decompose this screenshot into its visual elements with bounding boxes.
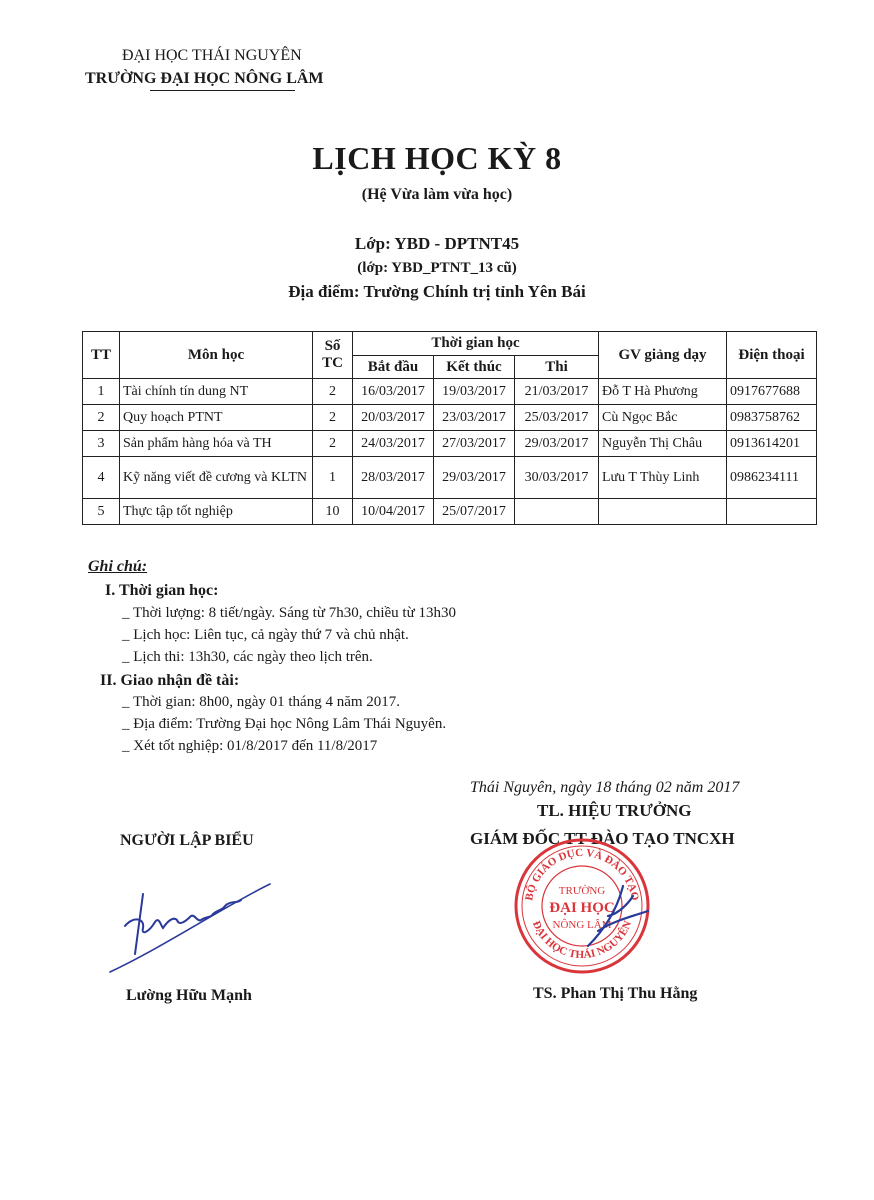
cell-exam: 21/03/2017 xyxy=(515,379,599,405)
header-start: Bắt đầu xyxy=(353,356,434,379)
signer-title-line2: GIÁM ĐỐC TT ĐÀO TẠO TNCXH xyxy=(470,829,735,848)
header-teacher: GV giảng dạy xyxy=(599,332,727,379)
seal-ring-top-text: BỘ GIÁO DỤC VÀ ĐÀO TẠO xyxy=(523,846,641,902)
table-row xyxy=(83,457,817,499)
cell-end: 23/03/2017 xyxy=(434,405,515,431)
cell-exam: 25/03/2017 xyxy=(515,405,599,431)
notes-item: _ Địa điểm: Trường Đại học Nông Lâm Thái Nguyên. xyxy=(122,716,447,732)
schedule-table xyxy=(82,331,817,525)
cell-phone: 0986234111 xyxy=(727,457,817,499)
preparer-label: NGƯỜI LẬP BIỂU xyxy=(120,832,254,849)
seal-center-text-2: ĐẠI HỌC xyxy=(549,900,615,916)
cell-tt: 4 xyxy=(83,457,120,499)
notes-item: _ Xét tốt nghiệp: 01/8/2017 đến 11/8/2017 xyxy=(122,738,378,754)
cell-tt: 1 xyxy=(83,379,120,405)
cell-exam xyxy=(515,499,599,525)
cell-credits: 10 xyxy=(313,499,353,525)
cell-tt: 5 xyxy=(83,499,120,525)
cell-exam: 30/03/2017 xyxy=(515,457,599,499)
cell-end: 25/07/2017 xyxy=(434,499,515,525)
header-underline xyxy=(150,90,295,91)
cell-credits: 2 xyxy=(313,405,353,431)
notes-item: _ Thời gian: 8h00, ngày 01 tháng 4 năm 2017. xyxy=(122,694,401,710)
location-line: Địa điểm: Trường Chính trị tỉnh Yên Bái xyxy=(288,282,586,301)
school-name: TRƯỜNG ĐẠI HỌC NÔNG LÂM xyxy=(85,70,324,87)
place-date: Thái Nguyên, ngày 18 tháng 02 năm 2017 xyxy=(470,779,740,796)
signer-name: TS. Phan Thị Thu Hằng xyxy=(533,985,698,1002)
notes-item: _ Lịch học: Liên tục, cả ngày thứ 7 và chủ nhật. xyxy=(122,627,409,643)
cell-phone xyxy=(727,499,817,525)
header-subject: Môn học xyxy=(120,332,313,379)
cell-exam: 29/03/2017 xyxy=(515,431,599,457)
cell-start: 16/03/2017 xyxy=(353,379,434,405)
cell-tt: 3 xyxy=(83,431,120,457)
header-tt: TT xyxy=(83,332,120,379)
header-exam: Thi xyxy=(515,356,599,379)
cell-teacher: Cù Ngọc Bắc xyxy=(599,405,727,431)
cell-end: 29/03/2017 xyxy=(434,457,515,499)
cell-start: 28/03/2017 xyxy=(353,457,434,499)
header-phone: Điện thoại xyxy=(727,332,817,379)
cell-teacher xyxy=(599,499,727,525)
cell-credits: 1 xyxy=(313,457,353,499)
cell-subject: Quy hoạch PTNT xyxy=(120,405,313,431)
cell-credits: 2 xyxy=(313,431,353,457)
notes-item: _ Thời lượng: 8 tiết/ngày. Sáng từ 7h30, chiều từ 13h30 xyxy=(122,605,456,621)
header-credits-line1: Số xyxy=(324,338,341,354)
cell-phone: 0917677688 xyxy=(727,379,817,405)
cell-phone: 0913614201 xyxy=(727,431,817,457)
cell-start: 20/03/2017 xyxy=(353,405,434,431)
notes-item: _ Lịch thi: 13h30, các ngày theo lịch trên. xyxy=(122,649,373,665)
cell-end: 19/03/2017 xyxy=(434,379,515,405)
document-subtitle: (Hệ Vừa làm vừa học) xyxy=(361,186,513,203)
seal-center-text-1: TRƯỜNG xyxy=(558,885,606,897)
header-time-group: Thời gian học xyxy=(353,332,599,356)
seal-ring-bottom-text: ĐẠI HỌC THÁI NGUYÊN xyxy=(529,919,635,962)
cell-phone: 0983758762 xyxy=(727,405,817,431)
notes-section2-title: II. Giao nhận đề tài: xyxy=(100,672,240,689)
cell-teacher: Nguyễn Thị Châu xyxy=(599,431,727,457)
cell-teacher: Đỗ T Hà Phương xyxy=(599,379,727,405)
table-row xyxy=(83,431,817,457)
seal-center-text-3: NÔNG LÂM xyxy=(552,919,612,931)
cell-start: 10/04/2017 xyxy=(353,499,434,525)
cell-teacher: Lưu T Thùy Linh xyxy=(599,457,727,499)
table-row xyxy=(83,405,817,431)
signer-title-line1: TL. HIỆU TRƯỞNG xyxy=(537,801,692,820)
table-row xyxy=(83,379,817,405)
old-class-line: (lớp: YBD_PTNT_13 cũ) xyxy=(357,260,517,276)
header-credits-line2: TC xyxy=(322,355,343,371)
cell-credits: 2 xyxy=(313,379,353,405)
organization-name: ĐẠI HỌC THÁI NGUYÊN xyxy=(122,47,302,64)
class-line: Lớp: YBD - DPTNT45 xyxy=(354,234,520,253)
table-row xyxy=(83,499,817,525)
notes-heading: Ghi chú: xyxy=(88,558,148,575)
header-end: Kết thúc xyxy=(434,356,515,379)
cell-subject: Sản phẩm hàng hóa và TH xyxy=(120,431,313,457)
preparer-signature xyxy=(105,876,275,976)
cell-end: 27/03/2017 xyxy=(434,431,515,457)
cell-subject: Kỹ năng viết đề cương và KLTN xyxy=(120,457,313,499)
document-title: LỊCH HỌC KỲ 8 xyxy=(312,140,562,176)
cell-tt: 2 xyxy=(83,405,120,431)
cell-start: 24/03/2017 xyxy=(353,431,434,457)
preparer-name: Lường Hữu Mạnh xyxy=(126,987,252,1004)
cell-subject: Tài chính tín dung NT xyxy=(120,379,313,405)
signer-signature xyxy=(578,876,658,956)
cell-subject: Thực tập tốt nghiệp xyxy=(120,499,313,525)
notes-section1-title: I. Thời gian học: xyxy=(105,582,219,599)
header-credits xyxy=(313,332,353,379)
